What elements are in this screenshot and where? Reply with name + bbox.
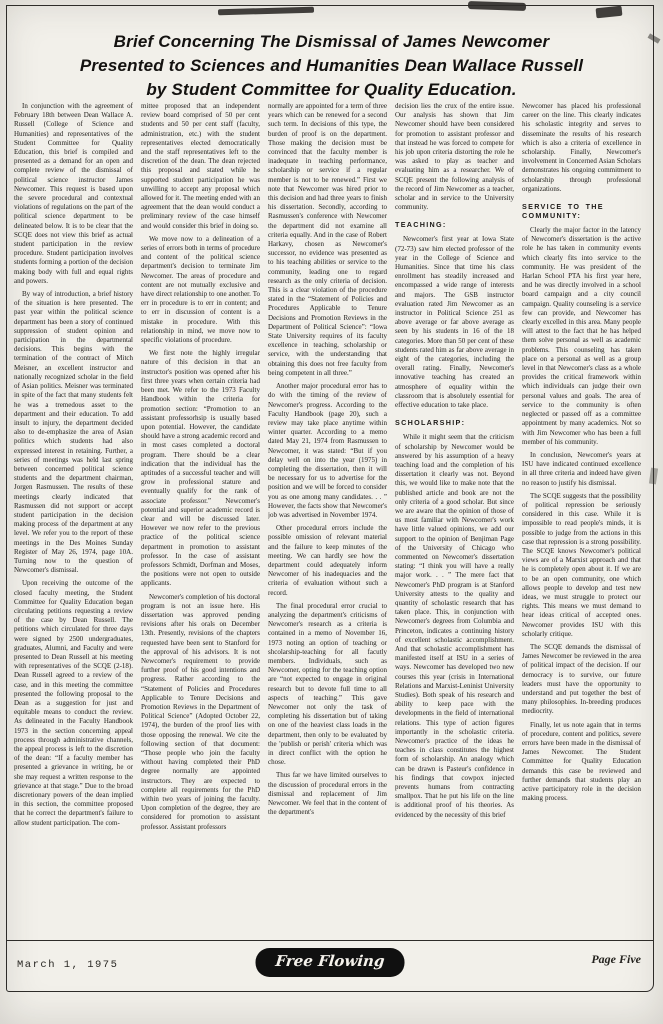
footer-date: March 1, 1975: [17, 959, 119, 971]
logo-text: Free Flowing: [274, 952, 386, 970]
body-paragraph: While it might seem that the criticism of scholarship by Newcomer would be answered by his assumption of a heavy teaching load and the completion of his dissertation it clearly was not. Beyond this, we would like to make note that the published article and book are not the only criteria of a good scholar. But since we are aware that the opinion of those of us most familiar with Newcomer's work have little valued opinions, we add our support to the opinion of Benjiman Page of the University of Chicago who commented on Newcomer's dissertation stating: “I think you will have a really major work. . . ” The mere fact that Newcomer's PhD program is at Stanford University attests to the quality and quantity of scholastic research that has taken place. This, in conjunction with Newcomer's degrees from Columbia and Princeton, indicates a continuing history of excellent scholastic accomplishment. And that scholastic accomplishment has manifested itself at ISU in a series of ways. Newcomer has developed two new courses this year (crisis in International Relations and Marxist-Leninist University Studies). Both speak of his research and ability to keep pace with the developments in the field of international relations. This type of action figures importantly in the scholastic criteria. Newcomer's practice of the ideas he teaches in class constitutes the highest form of scholarship. An analogy which can be drawn is Pasteur's confidence in his findings that cowpox injected prevents humans from contracting smallpox. That he put his life on the line is additional proof of his theories. As evidenced by the necessity of this brief: [395, 433, 514, 819]
body-paragraph: Newcomer has placed his professional career on the line. This clearly indicates his scholastic integrity and serves to disseminate the results of his research which is also a criteria of excellence in scholarship. Finally, Newcomer's involvement in Concerned Asian Scholars demonstrates his ongoing commitment to scholarship through professional organizations.: [522, 102, 641, 193]
body-paragraph: We first note the highly irregular nature of this decision in that an instructor's position was opened after his first three years when certain criteria had been met. We refer to the 1973 Faculty Handbook within the criteria for promotion section: “Promotion to an assistant professorhsip is usually based upon potential. However, the candidate should have a strong academic record and in most cases completed a doctoral program. There should be a clear indication that the individual has the aptitudes of a successful teacher and will grow in professional stature and eventually qualify for the rank of associate professor.” Newcomer's potential and superior academic record is clear and will be discussed later. However we now refer to the previous practice of the political science department in promotion to assistant professor. In the case of assistant professors Schmidt, Dorfman and Moses, the positions were not open to outside applicants.: [141, 349, 260, 588]
column-2: [141, 102, 260, 944]
body-paragraph: The SCQE suggests that the possibility of political repression be seriously considered in this case. While it is impossible to read people's minds, it is possible to judge from the actions in this case that repression is a strong possibility. The SCQE knows Newcomer's political views are of a Marxist approach and that he is completely open about it. If we are to be an open community, one which allows people to develop and test new ideas, we must struggle to protect our rights. This means we must demand to hear ideas critical of accepted ones. Newcomer provides ISU with this scholarly critique.: [522, 491, 641, 638]
article-columns: [14, 102, 641, 944]
body-paragraph: mittee proposed that an independent review board comprised of 50 per cent students and 50 per cent staff (faculty, administration, etc.) with the student representatives elected democratically and the staff representatives left to the discretion of the dean. The dean rejected this proposal and stated while he supported student participation he was unwilling to accept any proposal which allowed for it. The meeting ended with an agreement that the dean would conduct a preliminary review of the case himself and would consider this brief in doing so.: [141, 102, 260, 230]
body-paragraph: Newcomer's completion of his doctoral program is not an issue here. His dissertation was approved pending revisions after his orals on December 13th. Presently, revisions of the chapters requested have been sent to Stanford for the approval of his advisors. It is not Newcomer's requirement to provide further proof of his good intentions and progress. Rather according to the “Statement of Policies and Procedures Applicable to Tenure Decisions and Promotion Reviews in the Department of Political Science” (Adopted October 22, 1974), the burden of the proof lies with those opposing the renewal. We cite the following section of that document: “Those people who join the faculty without having completed their PhD degree normally are appointed instructors. They are expected to complete all requirements for the PhD within two years of joining the faculty. Upon completion of the degree, they are considered for promotion to assistant professor. Assistant professors: [141, 592, 260, 831]
body-paragraph: In conjunction with the agreement of February 18th between Dean Wallace A. Russell (College of Science and Humanities) and representatives of the Student Committee for Quality Education, this brief is compiled and presented as a demand for an open and complete review of the dismissal of political science instructor James Newcomer. This request is based upon the severe procedural and contextual violations of regulations on the part of the political science department to be delineated below. It is to be clear that the SCQE does not view this brief as actual student participation in the review procedure. Student participation involves students forming a portion of the decision making body with full and equal rights and powers.: [14, 102, 133, 285]
body-paragraph: Newcomer's first year at Iowa State (72-73) saw him elected professor of the year in the College of Science and Humanities. Since that time his class enrollment has steadily increased and encompassed a wide range of interests and majors. The GSB instructor evaluation rated Jim Newcomer as an instructor in Political Science 251 as above average or far above average as seen by his students in 16 of the 18 categories. More than 50 per cent of these students rated him as far above average in eight of the categories, including the overall rating. Finally, Newcomer's innovative teaching has created an atmosphere of equality within the classroom that is absolutely essential for effective education to take place.: [395, 235, 514, 410]
section-heading: SERVICE TO THE COMMUNITY:: [522, 202, 604, 221]
section-heading: SCHOLARSHIP:: [395, 418, 466, 428]
body-paragraph: Finally, let us note again that in terms of procedure, content and politics, severe errors have been made in the dismissal of James Newcomer. The Student Committee for Quality Education demands this case be reviewed and further demands that students play an active participatory role in the decision making process.: [522, 720, 641, 803]
body-paragraph: We move now to a delineation of a series of errors both in terms of procedure and content of the political science department's decision to terminate Jim Newcomer. The areas of procedure and content are not mutually exclusive and have direct relationship to one another. To err in procedure is to err in content; and to err in discussion of content is a mistake in procedure. With this relationship in mind, we move now to specific violations of procedure.: [141, 234, 260, 345]
title-line-3: by Student Committee for Quality Education.: [146, 80, 517, 100]
title-line-2: Presented to Sciences and Humanities Dean Wallace Russell: [79, 56, 584, 76]
body-paragraph: Upon receiving the outcome of the closed faculty meeting, the Student Committee for Quality Education began circulating petitions requesting a review of the case by Dean Russell. The petitions which circulated for three days were signed by 2500 undergraduates, graduates, Alumni, and Faculty and were presented to Dean Russell at his meeting with representatives of the SCQE (2-18). Dean Russell agreed to a review of the case, and in this meeting the committee presented the following proposal to the Dean as a suggestion for just and equitable means to conduct the review. As delineated in the Faculty Handbook 1973 in the section concerning appeal process through administrative channels, the appeal process is left to the discretion of the dean: “If a faculty member has presented a grievance in writing, he or she may request a written response to the grievance at that stage.” Due to the broad discretionary powers of the dean implied in this section, the committee proposed that he correct the department's failure to allow student participation. The com-: [14, 579, 133, 827]
body-paragraph: decision lies the crux of the entire issue. Our analysis has shown that Jim Newcomer should have been considered for promotion to assistant professor and that instead he was forced to compete for his job upon criteria distorting the role he was asked to play as teacher and evaluating him as a researcher. We of SCQE present the following analysis of the record of Jim Newcomer as a teacher, scholar and in service to the University community.: [395, 102, 514, 212]
body-paragraph: Clearly the major factor in the latency of Newcomer's dissertation is the active role he has taken in community events which clearly fits into service to the community. He was president of the Harlan School PTA his first year here, and he was directly involved in a school board campaign and a city council campaign. Quality counseling is a service few can provide, and Newcomer has clearly excelled in this area. Many people will attest to the fact that he has helped them solve personal as well as academic problems. This counseling has taken place on a personal as well as a group level in that Newcomer's class as a whole provides the critical framework within which individuals can judge their own personal values and goals. The area of service to the community is often neglected or passed off as a committee appointment by many academics. Not so with Jim Newcomer who has been a full member of his community.: [522, 226, 641, 446]
body-paragraph: The final procedural error crucial to analyzing the department's criticisms of Newcomer's research as a criteria is contained in a memo of November 16, 1973 noting an option of teaching or shcolarship-teaching for all facutly members. Individuals, such as Newcomer, opting for the teaching option are “not expected to engage in original research but to devote full time to all aspects of teaching.” This gave Newcomer not only the task of completing his dissertation but of taking on one of the heaviest class loads in the department, then only to be evaluated by the 'publish or perish' criteria which was in direct conflict with the option he chose.: [268, 601, 387, 767]
body-paragraph: normally are appointed for a term of three years which can be renewed for a second such term. In decisions of this type, the burden of proof is on the department. Those making the decision must be convinced that the faculty member is inadequate in teaching performance, scholarship or service if a regular member is not to be renewed.” First we note that Newcomer was hired prior to this decision and had three years to finish his dissertation. Secondly, according to Rasmussen's conference with Newcomer the department did not examine all criteria equally. And in the case of Robert Harkavy, chosen as Newcomer's successor, no evidence was presented as to his teaching abilities or service to the community, leading one to regard research as the only criteria of decision. This is a clear violation of the procedure stated in the “Statement of Policies and Procedures Applicable to Tenure Decisions and Promotion Reviews in the Department of Political Science”: “Iowa State University requires of its faculty excellence in teaching, scholarship or service, with the understanding that obtaining this does not free faculty from being competent in all three.”: [268, 102, 387, 377]
body-paragraph: Other procedural errors include the possible omission of relevant material and the failure to keep minutes of the meeting. We can hardly see how the department could adequately inform Newcomer of his inadequacies and the criteria of evaluation without such a record.: [268, 524, 387, 597]
body-paragraph: By way of introduction, a brief history of the situation is here presented. The past year within the political science department has been a story of continued suppression of student opinion and participation in the departmental decisions. This begins with the termination of the contract of Mitch Meisner, an excellent instructor and nationally recognized scholar in the field of Asian politics. Meisner was terminated in spite of the fact that many students felt he was a tremedous asset to the department and their education. To add insult to injury, the department decided also to de-emphasize the area of Asian politics which students had also expressed interest in retaining. Further, a series of meetings was held last spring between concerned political science students and the department chairman, Jorgen Rasmussen. The results of these meetings clearly indicated that Rasmussen did not support or accept student participation in the decision making process of the department at any level. We refer you to the report of these meetings in the Des Moines Sunday Register of May 26, 1974, page 10A. Turning now to the question of Newcomer's dismissal.: [14, 290, 133, 575]
body-paragraph: Thus far we have limited ourselves to the discussion of procedural errors in the dismissal and replacement of Jim Newcomer. We feel that in the content of the department's: [268, 771, 387, 817]
column-1: [14, 102, 133, 944]
free-flowing-logo: [256, 948, 405, 977]
body-paragraph: The SCQE demands the dismissal of James Newcomer be reviewed in the area of political impact of the decision. If our democracy is to survive, our future leaders must have the opportunity to understand and put together the best of many philosophies. In-breeding produces mediocrity.: [522, 642, 641, 716]
column-5: [522, 102, 641, 944]
section-heading: TEACHING:: [395, 220, 447, 230]
title-line-1: Brief Concerning The Dismissal of James Newcomer: [113, 32, 550, 51]
page-number: Page Five: [591, 952, 641, 966]
article-title: [30, 30, 633, 102]
column-4: [395, 102, 514, 944]
body-paragraph: Another major procedural error has to do with the timing of the review of Newcomer's progress. According to the Faculty Handbook (page 20), such a review may take place anytime within winter quarter. According to a memo dated May 21, 1974 from Rasmussen to Newcomer, it was stated: “But if you delay well on into the year (1975) in completing the dissertation, then it will be necessary for us to advertise for the position and we will be forced to consider you as one among many candidates. . . ” However, the facts show that Newcomer's job was advertised in November 1974.: [268, 382, 387, 519]
column-3: [268, 102, 387, 944]
body-paragraph: In conclusion, Newcomer's years at ISU have indicated continued excellence in all three criteria and indeed have given no reason to justify his dismissal.: [522, 450, 641, 487]
